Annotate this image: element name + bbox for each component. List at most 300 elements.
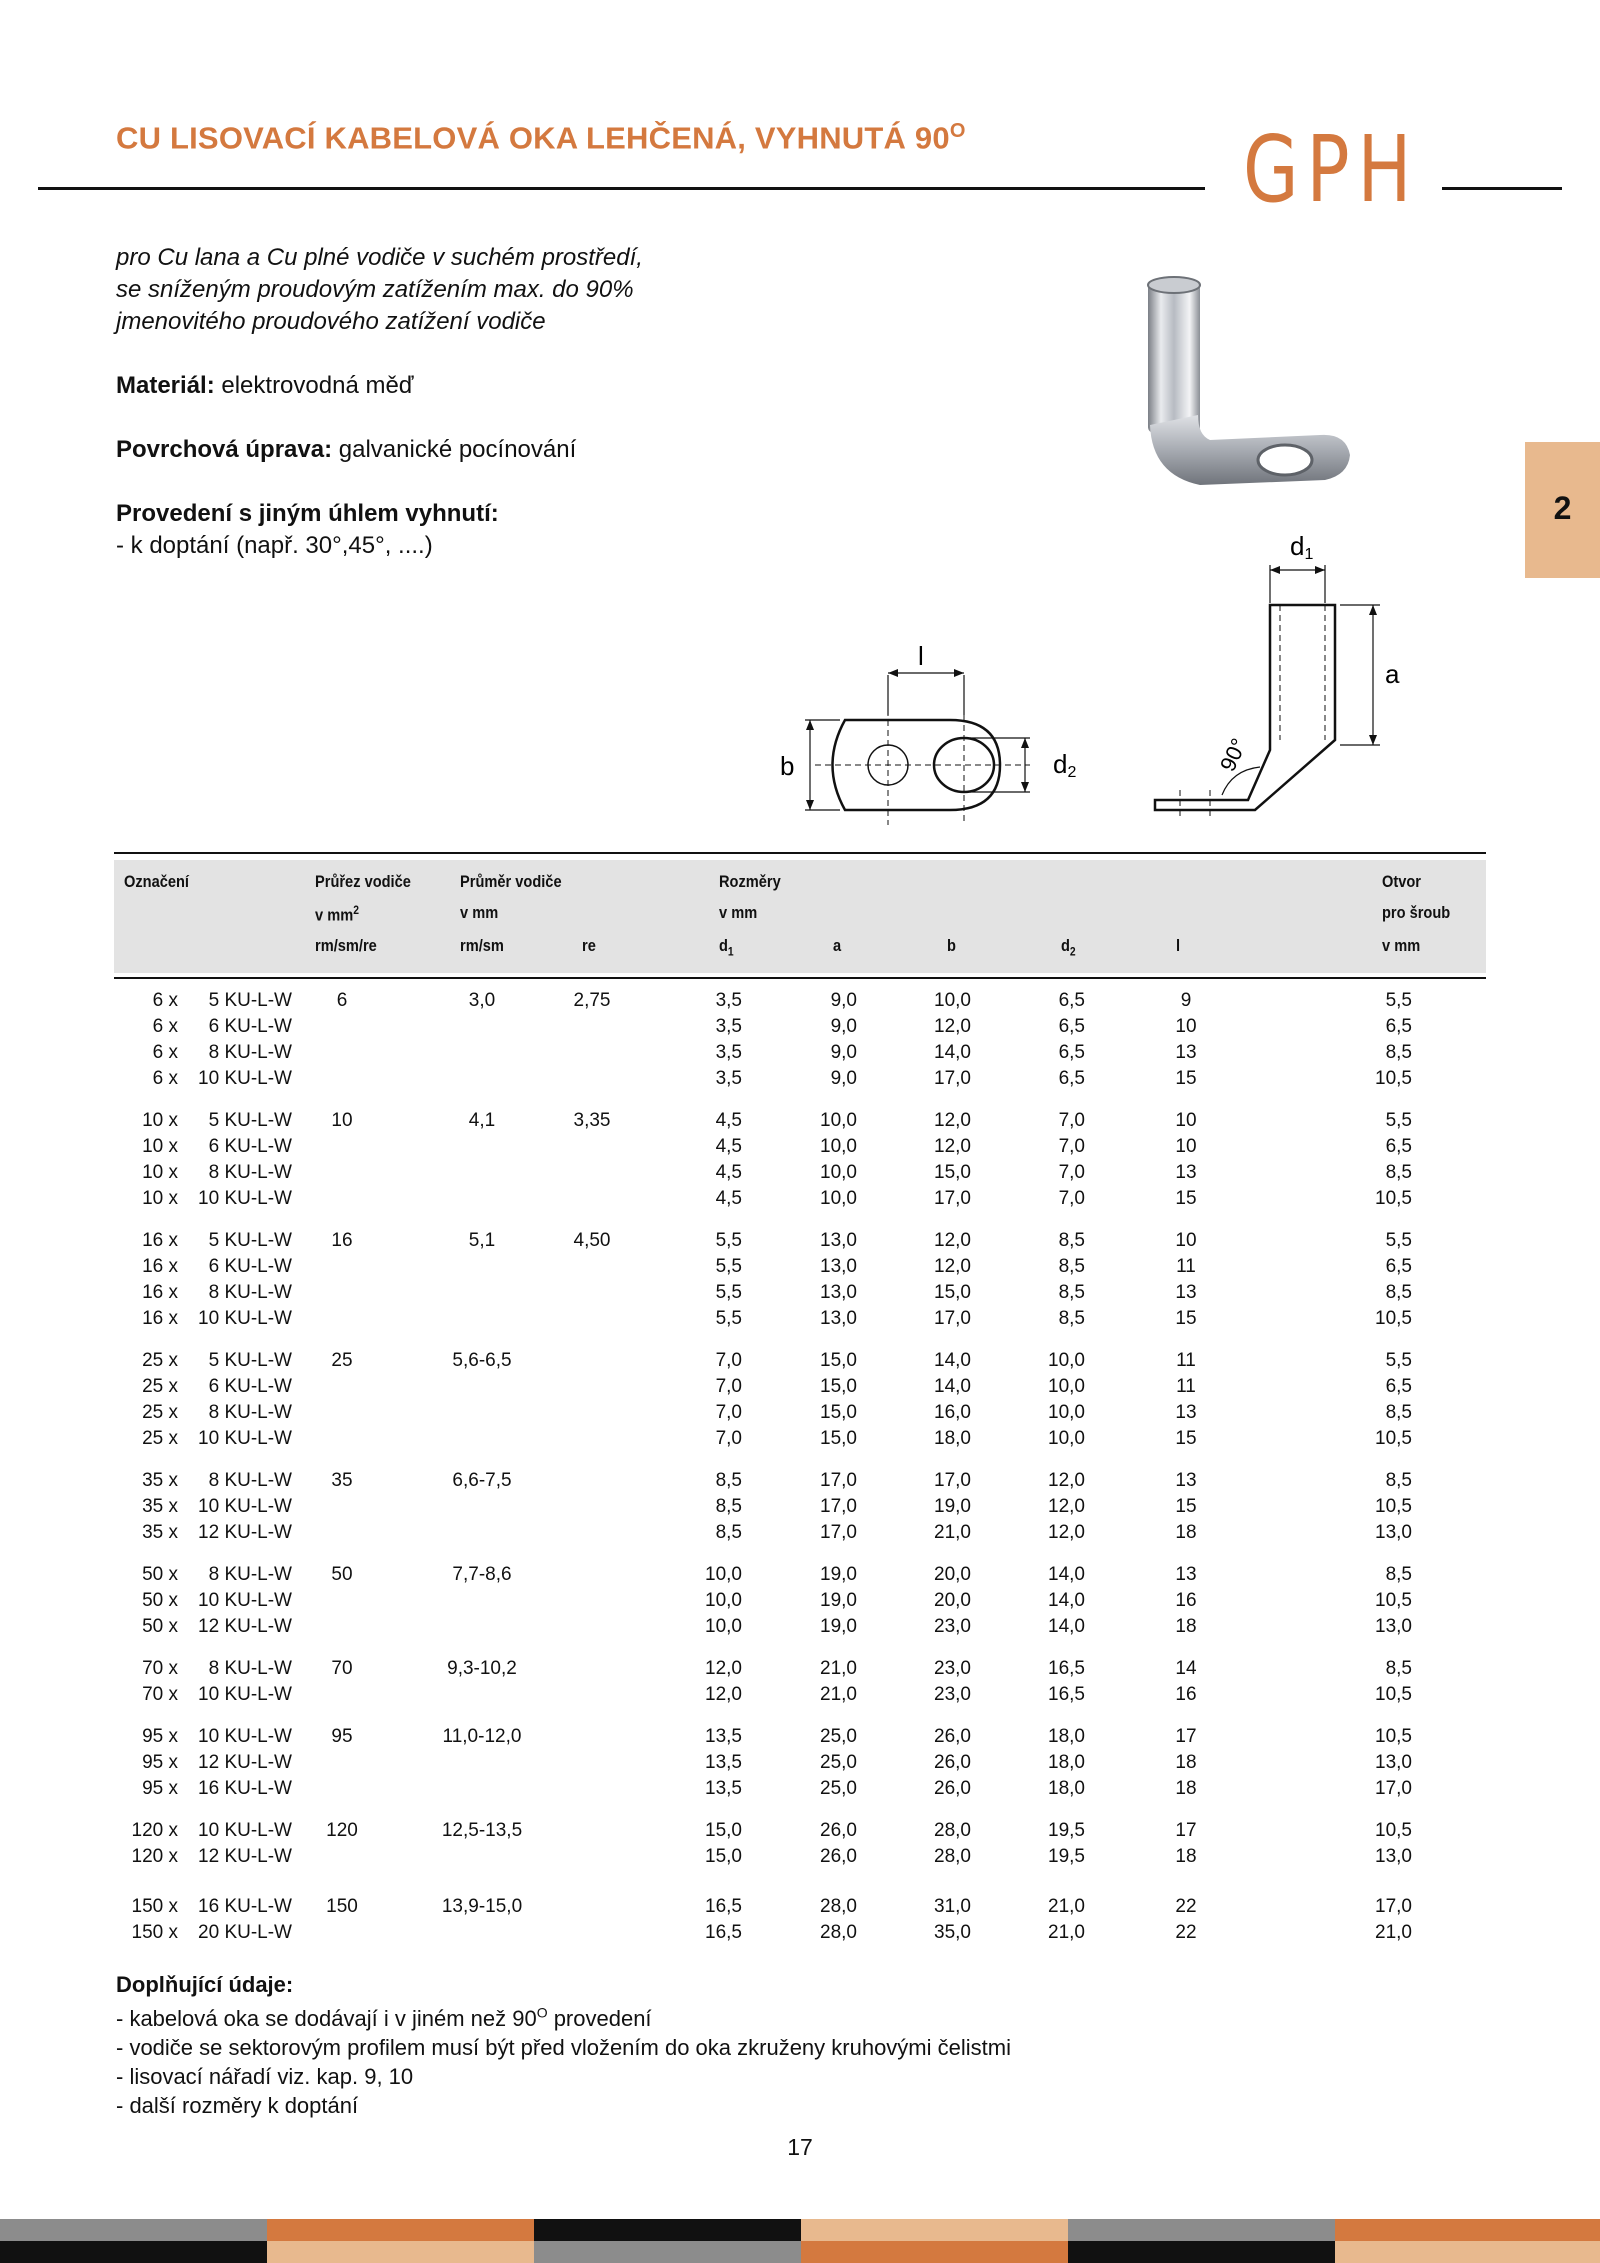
cell-b: 14,0 [934,1376,971,1397]
cell-cross-section: 16 [331,1230,353,1251]
cell-cross-section: 35 [331,1470,353,1491]
cell-bolt: 10,5 [1375,1188,1412,1209]
cell-d1: 13,5 [705,1752,742,1773]
cell-d2: 14,0 [1048,1616,1085,1637]
cell-b: 17,0 [934,1308,971,1329]
cell-d2: 8,5 [1058,1308,1085,1329]
cell-b: 20,0 [934,1564,971,1585]
cell-b: 23,0 [934,1684,971,1705]
cell-size: 10 x [142,1136,178,1157]
cell-bolt: 8,5 [1385,1282,1412,1303]
cell-d1: 7,0 [715,1350,742,1371]
cell-a: 13,0 [820,1308,857,1329]
cell-d1: 13,5 [705,1778,742,1799]
cell-d1: 15,0 [705,1820,742,1841]
cell-type: 12 KU-L-W [198,1616,292,1637]
cell-d2: 12,0 [1048,1470,1085,1491]
stripe-top [1068,2219,1335,2241]
cell-diameter-rmsm: 12,5-13,5 [441,1820,523,1841]
dim-b: b [780,751,795,781]
page-title: CU LISOVACÍ KABELOVÁ OKA LEHČENÁ, VYHNUTÁ $90^O$ [116,120,966,156]
surface-line: Povrchová úprava: galvanické pocínování [116,436,577,463]
cell-d2: 18,0 [1048,1752,1085,1773]
cell-d2: 18,0 [1048,1726,1085,1747]
cell-l: 9 [1180,990,1192,1011]
cell-d1: 7,0 [715,1428,742,1449]
cell-a: 9,0 [830,1016,857,1037]
dim-d1: d1 [1290,531,1314,563]
header-prumer: Průměr vodiče [460,872,562,891]
note-line: - lisovací nářadí viz. kap. 9, 10 [116,2064,414,2090]
cell-diameter-rmsm: 13,9-15,0 [441,1896,523,1917]
cell-d2: 19,5 [1048,1820,1085,1841]
cell-type: 5 KU-L-W [208,1230,292,1251]
cell-l: 13 [1175,1042,1197,1063]
cell-d1: 5,5 [715,1282,742,1303]
cell-b: 28,0 [934,1846,971,1867]
cell-d1: 3,5 [715,1042,742,1063]
cell-d1: 13,5 [705,1726,742,1747]
cell-l: 15 [1175,1188,1197,1209]
cell-type: 6 KU-L-W [208,1016,292,1037]
cell-bolt: 10,5 [1375,1820,1412,1841]
cell-d1: 8,5 [715,1496,742,1517]
cell-diameter-rmsm: 6,6-7,5 [452,1470,512,1491]
table-header-rule [114,977,1486,979]
table-top-rule [114,852,1486,854]
cell-d2: 6,5 [1058,990,1085,1011]
header-prumer-type: rm/sm [460,936,504,955]
cell-d1: 15,0 [705,1846,742,1867]
stripe-bottom [534,2241,801,2263]
cell-b: 12,0 [934,1256,971,1277]
chapter-number: 2 [1553,490,1572,526]
cell-a: 25,0 [820,1778,857,1799]
cell-bolt: 5,5 [1385,1230,1412,1251]
cell-bolt: 10,5 [1375,1590,1412,1611]
cell-size: 150 x [131,1922,178,1943]
cell-l: 18 [1175,1752,1197,1773]
cell-a: 19,0 [820,1616,857,1637]
cell-size: 35 x [142,1496,178,1517]
cell-diameter-rmsm: 9,3-10,2 [447,1658,517,1679]
cell-size: 95 x [142,1778,178,1799]
cell-l: 15 [1175,1308,1197,1329]
cell-l: 11 [1176,1376,1196,1397]
cell-size: 16 x [142,1308,178,1329]
cell-a: 21,0 [820,1658,857,1679]
cell-b: 14,0 [934,1042,971,1063]
cell-d1: 8,5 [715,1470,742,1491]
header-prurez-unit: v $mm^2$ [315,903,359,925]
cell-d2: 10,0 [1048,1428,1085,1449]
cell-d2: 10,0 [1048,1350,1085,1371]
cell-size: 95 x [142,1726,178,1747]
cell-size: 150 x [131,1896,178,1917]
cell-b: 28,0 [934,1820,971,1841]
cell-size: 120 x [131,1846,178,1867]
cell-b: 12,0 [934,1136,971,1157]
cell-size: 50 x [142,1564,178,1585]
cell-b: 26,0 [934,1752,971,1773]
cell-diameter-rmsm: 3,0 [468,990,496,1011]
cell-d2: 6,5 [1058,1042,1085,1063]
cell-a: 10,0 [820,1110,857,1131]
cell-size: 50 x [142,1590,178,1611]
header-otvor-2: pro šroub [1382,903,1451,922]
cell-size: 6 x [152,990,178,1011]
cell-a: 13,0 [820,1230,857,1251]
cell-d2: 8,5 [1058,1282,1085,1303]
cell-a: 13,0 [820,1282,857,1303]
cell-size: 6 x [152,1042,178,1063]
dim-l: l [918,641,924,671]
cell-size: 10 x [142,1162,178,1183]
cell-type: 12 KU-L-W [198,1846,292,1867]
cell-type: 6 KU-L-W [208,1136,292,1157]
cell-bolt: 13,0 [1375,1616,1412,1637]
cell-d1: 5,5 [715,1256,742,1277]
cell-size: 6 x [152,1068,178,1089]
cell-l: 18 [1175,1616,1197,1637]
header-rozmery-unit: v mm [719,903,758,922]
note-line: - vodiče se sektorovým profilem musí být před vložením do oka zkruženy kruhovými čelistmi [116,2035,1011,2061]
cell-b: 17,0 [934,1470,971,1491]
chapter-tab [1525,442,1600,578]
cell-a: 26,0 [820,1846,857,1867]
header-rule-left [38,187,1205,190]
cell-size: 6 x [152,1016,178,1037]
cell-b: 20,0 [934,1590,971,1611]
material-line: Materiál: elektrovodná měď [116,372,414,399]
cell-d1: 7,0 [715,1402,742,1423]
cell-size: 10 x [142,1188,178,1209]
cell-type: 8 KU-L-W [208,1282,292,1303]
header-b: b [947,936,956,955]
cell-l: 13 [1175,1564,1197,1585]
cell-type: 10 KU-L-W [198,1820,292,1841]
cell-b: 12,0 [934,1230,971,1251]
technical-drawing [770,525,1420,825]
cell-d1: 4,5 [715,1136,742,1157]
cell-d1: 12,0 [705,1684,742,1705]
cell-b: 12,0 [934,1016,971,1037]
cell-l: 13 [1175,1162,1197,1183]
cell-l: 18 [1175,1522,1197,1543]
cell-cross-section: 120 [326,1820,358,1841]
cell-d2: 16,5 [1048,1658,1085,1679]
note-line: - další rozměry k doptání [116,2093,359,2119]
cell-cross-section: 50 [331,1564,353,1585]
cell-type: 12 KU-L-W [198,1752,292,1773]
cell-type: 16 KU-L-W [198,1896,292,1917]
cell-a: 28,0 [820,1896,857,1917]
cell-a: 10,0 [820,1136,857,1157]
cell-a: 9,0 [830,1068,857,1089]
cell-d1: 5,5 [715,1308,742,1329]
cell-size: 25 x [142,1402,178,1423]
header-re: re [582,936,596,955]
stripe-bottom [0,2241,267,2263]
cell-b: 15,0 [934,1162,971,1183]
cell-d2: 18,0 [1048,1778,1085,1799]
cell-cross-section: 70 [331,1658,353,1679]
cell-cross-section: 25 [331,1350,353,1371]
cell-type: 10 KU-L-W [198,1590,292,1611]
cell-cross-section: 95 [331,1726,353,1747]
cell-type: 8 KU-L-W [208,1042,292,1063]
cell-d1: 3,5 [715,990,742,1011]
cell-size: 16 x [142,1230,178,1251]
cell-size: 70 x [142,1658,178,1679]
cell-bolt: 10,5 [1375,1428,1412,1449]
cell-type: 8 KU-L-W [208,1162,292,1183]
cell-diameter-rmsm: 11,0-12,0 [442,1726,522,1747]
cell-d2: 10,0 [1048,1402,1085,1423]
cell-b: 35,0 [934,1922,971,1943]
stripe-top [534,2219,801,2241]
cell-l: 10 [1175,1230,1197,1251]
cell-b: 12,0 [934,1110,971,1131]
cell-bolt: 17,0 [1375,1896,1412,1917]
cell-type: 8 KU-L-W [208,1402,292,1423]
header-rule-right [1442,187,1562,190]
cell-type: 8 KU-L-W [208,1470,292,1491]
cell-d1: 10,0 [705,1590,742,1611]
cell-size: 70 x [142,1684,178,1705]
cell-b: 15,0 [934,1282,971,1303]
cell-size: 35 x [142,1522,178,1543]
cell-l: 10 [1175,1136,1197,1157]
cell-b: 17,0 [934,1068,971,1089]
cell-bolt: 10,5 [1375,1308,1412,1329]
page-number: 17 [787,2134,813,2160]
cell-size: 25 x [142,1428,178,1449]
cell-bolt: 21,0 [1375,1922,1412,1943]
cell-bolt: 8,5 [1385,1658,1412,1679]
cell-d2: 7,0 [1058,1136,1085,1157]
cell-cross-section: 6 [336,990,348,1011]
cell-l: 17 [1175,1820,1197,1841]
cell-d2: 14,0 [1048,1564,1085,1585]
cell-type: 10 KU-L-W [198,1068,292,1089]
cell-type: 8 KU-L-W [208,1564,292,1585]
cell-d2: 12,0 [1048,1522,1085,1543]
cell-l: 22 [1175,1896,1197,1917]
cell-d2: 10,0 [1048,1376,1085,1397]
cell-b: 31,0 [934,1896,971,1917]
cell-a: 19,0 [820,1564,857,1585]
dim-a: a [1385,659,1400,689]
cell-bolt: 5,5 [1385,990,1412,1011]
cell-l: 11 [1176,1256,1196,1277]
cell-size: 25 x [142,1350,178,1371]
cell-bolt: 8,5 [1385,1564,1412,1585]
cell-size: 120 x [131,1820,178,1841]
cell-size: 16 x [142,1282,178,1303]
cell-a: 15,0 [820,1402,857,1423]
angle-line: Provedení s jiným úhlem vyhnutí: - k doptání (např. 30°,45°, ....) [116,500,499,559]
header-d1: $d_1$ [719,936,734,959]
cell-cross-section: 10 [331,1110,353,1131]
cell-type: 10 KU-L-W [198,1308,292,1329]
cell-diameter-rmsm: 5,6-6,5 [452,1350,512,1371]
cell-l: 15 [1175,1496,1197,1517]
cell-d1: 8,5 [715,1522,742,1543]
cell-bolt: 10,5 [1375,1496,1412,1517]
stripe-top [267,2219,534,2241]
cell-type: 10 KU-L-W [198,1428,292,1449]
cell-type: 5 KU-L-W [208,990,292,1011]
cell-diameter-rmsm: 7,7-8,6 [452,1564,512,1585]
cell-a: 15,0 [820,1350,857,1371]
cell-size: 10 x [142,1110,178,1131]
header-d2: $d_2$ [1061,936,1076,959]
cell-a: 21,0 [820,1684,857,1705]
cell-l: 15 [1175,1428,1197,1449]
cell-d2: 7,0 [1058,1162,1085,1183]
cell-b: 21,0 [934,1522,971,1543]
note-line: - kabelová oka se dodávají i v jiném než $90^O$ provedení [116,2005,652,2032]
cell-bolt: 6,5 [1385,1376,1412,1397]
cell-b: 14,0 [934,1350,971,1371]
cell-d1: 10,0 [705,1616,742,1637]
cell-d2: 12,0 [1048,1496,1085,1517]
dim-d2: d2 [1053,749,1077,781]
intro-description: pro Cu lana a Cu plné vodiče v suchém prostředí, se sníženým proudovým zatížením max. do 90% jmenovitého proudového zatížení vodiče [116,244,643,335]
cell-l: 10 [1175,1016,1197,1037]
cell-bolt: 13,0 [1375,1846,1412,1867]
cell-b: 26,0 [934,1726,971,1747]
cell-l: 15 [1175,1068,1197,1089]
cell-a: 19,0 [820,1590,857,1611]
cell-type: 12 KU-L-W [198,1522,292,1543]
cell-a: 28,0 [820,1922,857,1943]
notes [116,1970,1416,2120]
cell-d1: 16,5 [705,1922,742,1943]
cell-bolt: 13,0 [1375,1752,1412,1773]
cell-l: 13 [1175,1470,1197,1491]
cell-bolt: 8,5 [1385,1470,1412,1491]
cell-l: 16 [1175,1684,1197,1705]
cell-a: 17,0 [820,1470,857,1491]
cell-b: 19,0 [934,1496,971,1517]
cell-l: 18 [1175,1778,1197,1799]
stripe-top [0,2219,267,2241]
cell-a: 13,0 [820,1256,857,1277]
cell-d1: 5,5 [715,1230,742,1251]
cell-bolt: 17,0 [1375,1778,1412,1799]
cell-type: 6 KU-L-W [208,1256,292,1277]
cell-diameter-rmsm: 4,1 [468,1110,496,1131]
cell-d2: 8,5 [1058,1256,1085,1277]
cell-a: 17,0 [820,1522,857,1543]
cell-d1: 4,5 [715,1110,742,1131]
header-otvor-unit: v mm [1382,936,1421,955]
cell-bolt: 6,5 [1385,1016,1412,1037]
cell-l: 14 [1175,1658,1197,1679]
cell-type: 5 KU-L-W [208,1350,292,1371]
cell-a: 9,0 [830,990,857,1011]
cell-l: 10 [1175,1110,1197,1131]
cell-a: 26,0 [820,1820,857,1841]
stripe-bottom [801,2241,1068,2263]
cell-d2: 6,5 [1058,1068,1085,1089]
header-prurez-type: rm/sm/re [315,936,377,955]
cell-a: 15,0 [820,1428,857,1449]
intro-text [116,242,756,594]
cell-d1: 3,5 [715,1016,742,1037]
cell-a: 9,0 [830,1042,857,1063]
cell-cross-section: 150 [326,1896,358,1917]
cell-a: 10,0 [820,1162,857,1183]
header-l: l [1176,936,1181,955]
notes-title: Doplňující údaje: [116,1972,294,1997]
cell-d2: 16,5 [1048,1684,1085,1705]
cell-size: 35 x [142,1470,178,1491]
cell-d2: 6,5 [1058,1016,1085,1037]
cell-l: 13 [1175,1402,1197,1423]
cell-d2: 19,5 [1048,1846,1085,1867]
cell-bolt: 10,5 [1375,1684,1412,1705]
header-a: a [833,936,842,955]
cell-b: 26,0 [934,1778,971,1799]
stripe-bottom [1068,2241,1335,2263]
header-rozmery: Rozměry [719,872,781,891]
cell-bolt: 8,5 [1385,1402,1412,1423]
cell-type: 10 KU-L-W [198,1726,292,1747]
cell-type: 16 KU-L-W [198,1778,292,1799]
cell-b: 17,0 [934,1188,971,1209]
cell-d1: 4,5 [715,1188,742,1209]
cell-d2: 21,0 [1048,1922,1085,1943]
cell-bolt: 5,5 [1385,1110,1412,1131]
cell-bolt: 10,5 [1375,1068,1412,1089]
cell-a: 25,0 [820,1726,857,1747]
cell-type: 10 KU-L-W [198,1496,292,1517]
cell-type: 10 KU-L-W [198,1684,292,1705]
cell-a: 15,0 [820,1376,857,1397]
stripe-bottom [1335,2241,1600,2263]
cell-d2: 21,0 [1048,1896,1085,1917]
cell-bolt: 10,5 [1375,1726,1412,1747]
cell-bolt: 13,0 [1375,1522,1412,1543]
cell-diameter-re: 4,50 [573,1230,611,1251]
cell-type: 10 KU-L-W [198,1188,292,1209]
cell-d1: 4,5 [715,1162,742,1183]
cell-a: 17,0 [820,1496,857,1517]
cell-d1: 12,0 [705,1658,742,1679]
cell-size: 95 x [142,1752,178,1773]
cell-l: 17 [1175,1726,1197,1747]
cell-b: 10,0 [934,990,971,1011]
stripe-bottom [267,2241,534,2263]
cell-a: 25,0 [820,1752,857,1773]
header-otvor: Otvor [1382,872,1421,891]
cell-type: 6 KU-L-W [208,1376,292,1397]
cell-l: 18 [1175,1846,1197,1867]
cell-d1: 3,5 [715,1068,742,1089]
cell-bolt: 8,5 [1385,1042,1412,1063]
dim-angle: 90° [1214,734,1252,776]
cell-b: 18,0 [934,1428,971,1449]
cell-size: 16 x [142,1256,178,1277]
cell-type: 5 KU-L-W [208,1110,292,1131]
cell-a: 10,0 [820,1188,857,1209]
cell-l: 11 [1176,1350,1196,1371]
cell-d1: 10,0 [705,1564,742,1585]
cell-d1: 7,0 [715,1376,742,1397]
